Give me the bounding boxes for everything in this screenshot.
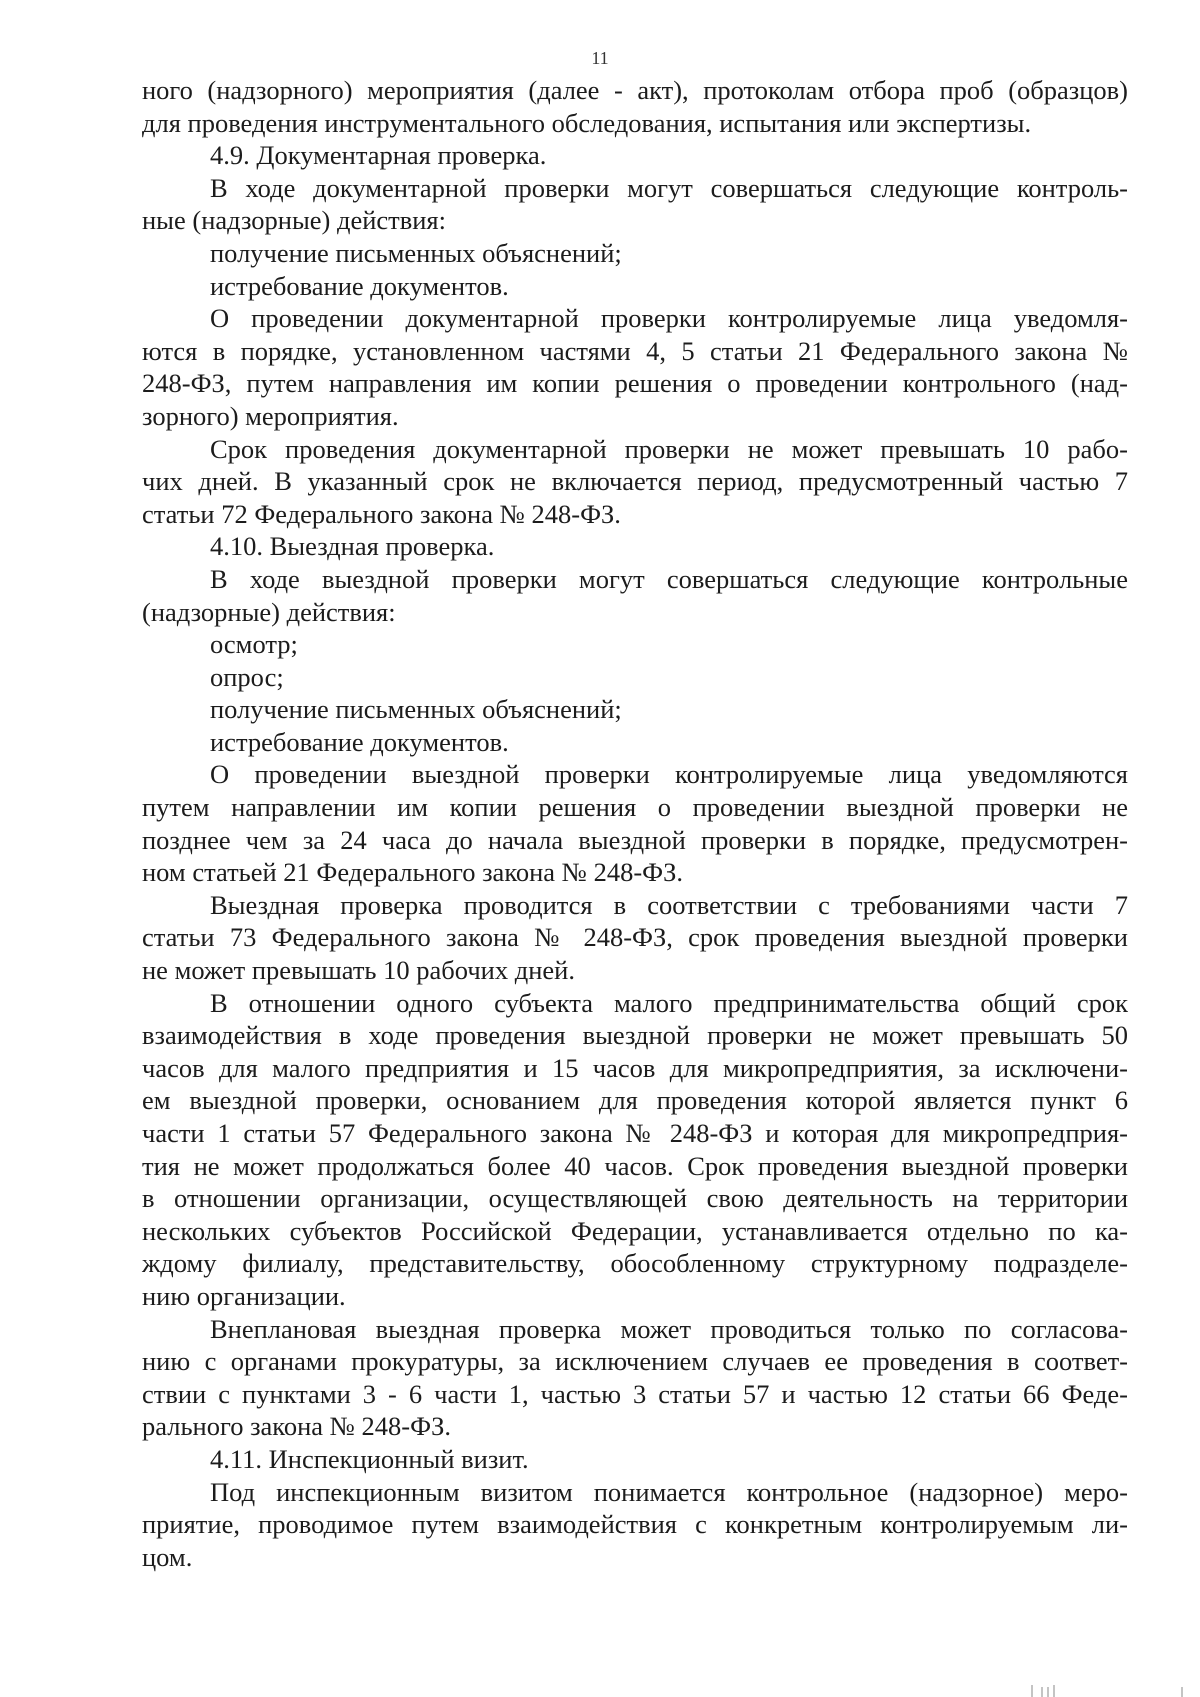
- text-line: позднее чем за 24 часа до начала выездной проверки в порядке, предусмотрен-: [142, 824, 1128, 855]
- text-line: ждому филиалу, представительству, обособленному структурному подразделе-: [142, 1248, 1128, 1279]
- text-line: нию с органами прокуратуры, за исключением случаев ее проведения в соответ-: [142, 1346, 1128, 1377]
- text-line: зорного) мероприятия.: [142, 400, 399, 431]
- text-line: статьи 73 Федерального закона № 248-ФЗ, срок проведения выездной проверки: [142, 922, 1128, 953]
- text-line: части 1 статьи 57 Федерального закона № 248-ФЗ и которая для микропредприя-: [142, 1118, 1128, 1148]
- text-line: ного (надзорного) мероприятия (далее - акт), протоколам отбора проб (образцов): [142, 75, 1128, 105]
- text-line: часов для малого предприятия и 15 часов для микропредприятия, за исключени-: [142, 1052, 1128, 1083]
- text-line: ном статьей 21 Федерального закона № 248-ФЗ.: [142, 857, 683, 888]
- text-line: 4.9. Документарная проверка.: [210, 140, 547, 171]
- text-line: В ходе выездной проверки могут совершаться следующие контрольные: [210, 563, 1128, 594]
- text-line: О проведении документарной проверки контролируемые лица уведомля-: [210, 303, 1128, 334]
- text-line: для проведения инструментального обследования, испытания или экспертизы.: [142, 107, 1032, 138]
- text-line: не может превышать 10 рабочих дней.: [142, 955, 575, 986]
- text-line: Срок проведения документарной проверки не может превышать 10 рабо-: [210, 433, 1128, 464]
- text-line: 248-ФЗ, путем направления им копии решения о проведении контрольного (над-: [142, 368, 1128, 399]
- text-line: нескольких субъектов Российской Федерации, устанавливается отдельно по ка-: [142, 1215, 1128, 1246]
- text-line: опрос;: [210, 661, 284, 692]
- text-line: ем выездной проверки, основанием для проведения которой является пункт 6: [142, 1085, 1128, 1116]
- text-line: истребование документов.: [210, 270, 509, 301]
- text-line: истребование документов.: [210, 726, 509, 757]
- text-line: В ходе документарной проверки могут совершаться следующие контроль-: [210, 172, 1128, 203]
- text-line: ются в порядке, установленном частями 4, 5 статьи 21 Федерального закона №: [142, 335, 1128, 366]
- text-line: ные (надзорные) действия:: [142, 205, 446, 236]
- text-line: 4.10. Выездная проверка.: [210, 531, 495, 562]
- text-line: цом.: [142, 1541, 193, 1572]
- text-line: осмотр;: [210, 629, 298, 660]
- text-line: (надзорные) действия:: [142, 596, 396, 627]
- text-line: рального закона № 248-ФЗ.: [142, 1411, 451, 1442]
- text-line: взаимодействия в ходе проведения выездной проверки не может превышать 50: [142, 1020, 1128, 1051]
- text-line: путем направлении им копии решения о проведении выездной проверки не: [142, 792, 1128, 823]
- scan-artifact-marks: [1030, 1685, 1190, 1697]
- text-line: Под инспекционным визитом понимается контрольное (надзорное) меро-: [210, 1476, 1128, 1507]
- text-line: нию организации.: [142, 1280, 346, 1311]
- text-line: ствии с пунктами 3 - 6 части 1, частью 3 статьи 57 и частью 12 статьи 66 Феде-: [142, 1378, 1128, 1409]
- page-number: 11: [591, 48, 609, 68]
- text-line: 4.11. Инспекционный визит.: [210, 1443, 529, 1474]
- text-line: чих дней. В указанный срок не включается период, предусмотренный частью 7: [142, 466, 1128, 497]
- text-line: Выездная проверка проводится в соответствии с требованиями части 7: [210, 889, 1128, 920]
- text-line: В отношении одного субъекта малого предпринимательства общий срок: [210, 987, 1128, 1018]
- text-line: О проведении выездной проверки контролируемые лица уведомляются: [210, 759, 1128, 790]
- text-line: приятие, проводимое путем взаимодействия с конкретным контролируемым ли-: [142, 1509, 1128, 1540]
- text-line: получение письменных объяснений;: [210, 237, 622, 268]
- text-line: статьи 72 Федерального закона № 248-ФЗ.: [142, 498, 621, 529]
- text-line: в отношении организации, осуществляющей свою деятельность на территории: [142, 1183, 1128, 1214]
- text-line: получение письменных объяснений;: [210, 694, 622, 725]
- document-body: [142, 74, 1128, 1573]
- text-line: Внеплановая выездная проверка может проводиться только по согласова-: [210, 1313, 1128, 1344]
- text-line: тия не может продолжаться более 40 часов. Срок проведения выездной проверки: [142, 1150, 1128, 1181]
